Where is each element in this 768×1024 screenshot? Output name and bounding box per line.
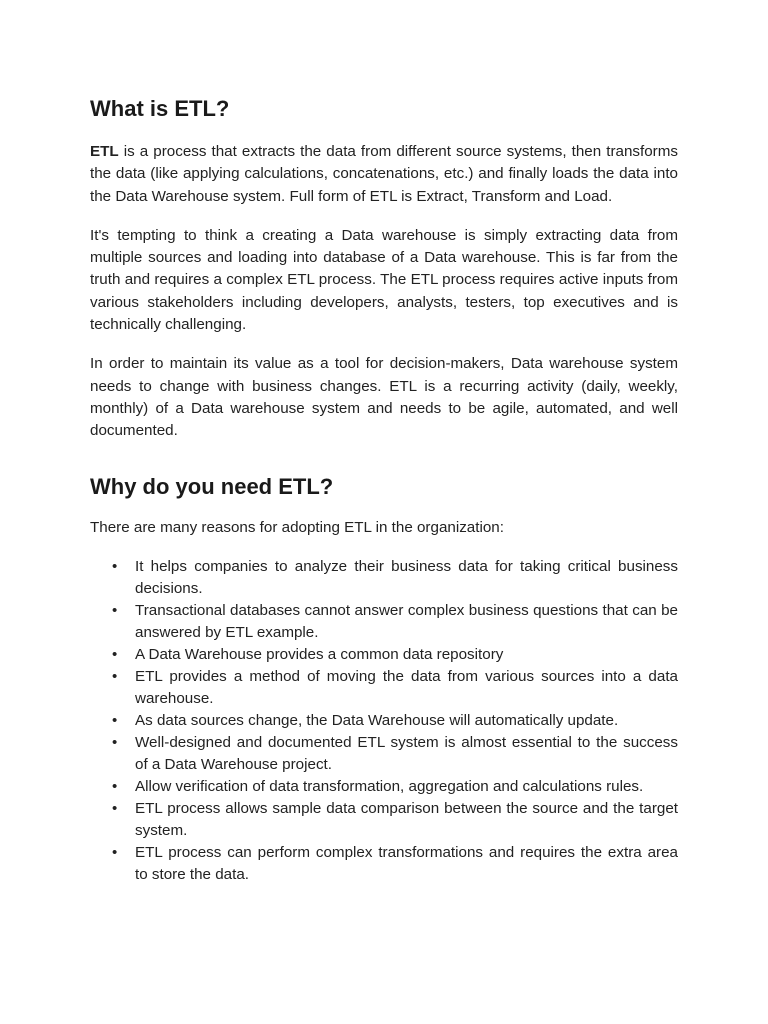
list-item bbox=[112, 798, 678, 842]
bullet-icon: • bbox=[112, 557, 118, 575]
bullet-icon: • bbox=[112, 711, 118, 729]
list-item-text: Well-designed and documented ETL system is almost essential to the success of a Data Warehouse project. bbox=[135, 733, 678, 773]
list-item bbox=[112, 600, 678, 644]
list-item bbox=[112, 710, 678, 732]
etl-definition-text: is a process that extracts the data from different source systems, then transforms the data (like applying calculations, concatenations, etc.) and finally loads the data into the Data Warehouse system. Full form of ETL is Extract, Transform and Load. bbox=[90, 143, 678, 205]
bullet-icon: • bbox=[112, 645, 118, 663]
list-item bbox=[112, 644, 678, 666]
list-item-text: ETL process can perform complex transformations and requires the extra area to store the data. bbox=[135, 843, 678, 883]
reasons-list bbox=[90, 556, 678, 886]
paragraph-etl-definition bbox=[90, 141, 678, 208]
term-etl: ETL bbox=[90, 143, 119, 160]
paragraph-reasons-intro: There are many reasons for adopting ETL in the organization: bbox=[90, 518, 504, 536]
list-item-text: ETL provides a method of moving the data from various sources into a data warehouse. bbox=[135, 667, 678, 707]
list-item-text: ETL process allows sample data comparison between the source and the target system. bbox=[135, 799, 678, 839]
bullet-icon: • bbox=[112, 843, 118, 861]
bullet-icon: • bbox=[112, 799, 118, 817]
bullet-icon: • bbox=[112, 601, 118, 619]
paragraph-etl-value: In order to maintain its value as a tool for decision-makers, Data warehouse system needs to change with business changes. ETL is a recurring activity (daily, weekly, monthly) of a Data warehouse system and needs to be agile, automated, and well documented. bbox=[90, 355, 678, 440]
list-item-text: As data sources change, the Data Warehouse will automatically update. bbox=[135, 711, 619, 729]
list-item bbox=[112, 556, 678, 600]
list-item-text: Allow verification of data transformation, aggregation and calculations rules. bbox=[135, 777, 644, 795]
list-item bbox=[112, 732, 678, 776]
bullet-icon: • bbox=[112, 667, 118, 685]
heading-why-need-etl: Why do you need ETL? bbox=[90, 473, 334, 499]
bullet-icon: • bbox=[112, 733, 118, 751]
heading-what-is-etl: What is ETL? bbox=[90, 96, 230, 121]
list-item bbox=[112, 666, 678, 710]
list-item-text: Transactional databases cannot answer complex business questions that can be answered by ETL example. bbox=[135, 601, 678, 641]
paragraph-etl-complexity: It's tempting to think a creating a Data warehouse is simply extracting data from multiple sources and loading into database of a Data warehouse. This is far from the truth and requires a complex ETL process. The ETL process requires active inputs from various stakeholders including developers, analysts, testers, top executives and is technically challenging. bbox=[90, 226, 678, 334]
list-item bbox=[112, 842, 678, 886]
list-item-text: A Data Warehouse provides a common data repository bbox=[135, 645, 504, 663]
list-item bbox=[112, 776, 678, 798]
bullet-icon: • bbox=[112, 777, 118, 795]
list-item-text: It helps companies to analyze their business data for taking critical business decisions. bbox=[135, 557, 678, 597]
